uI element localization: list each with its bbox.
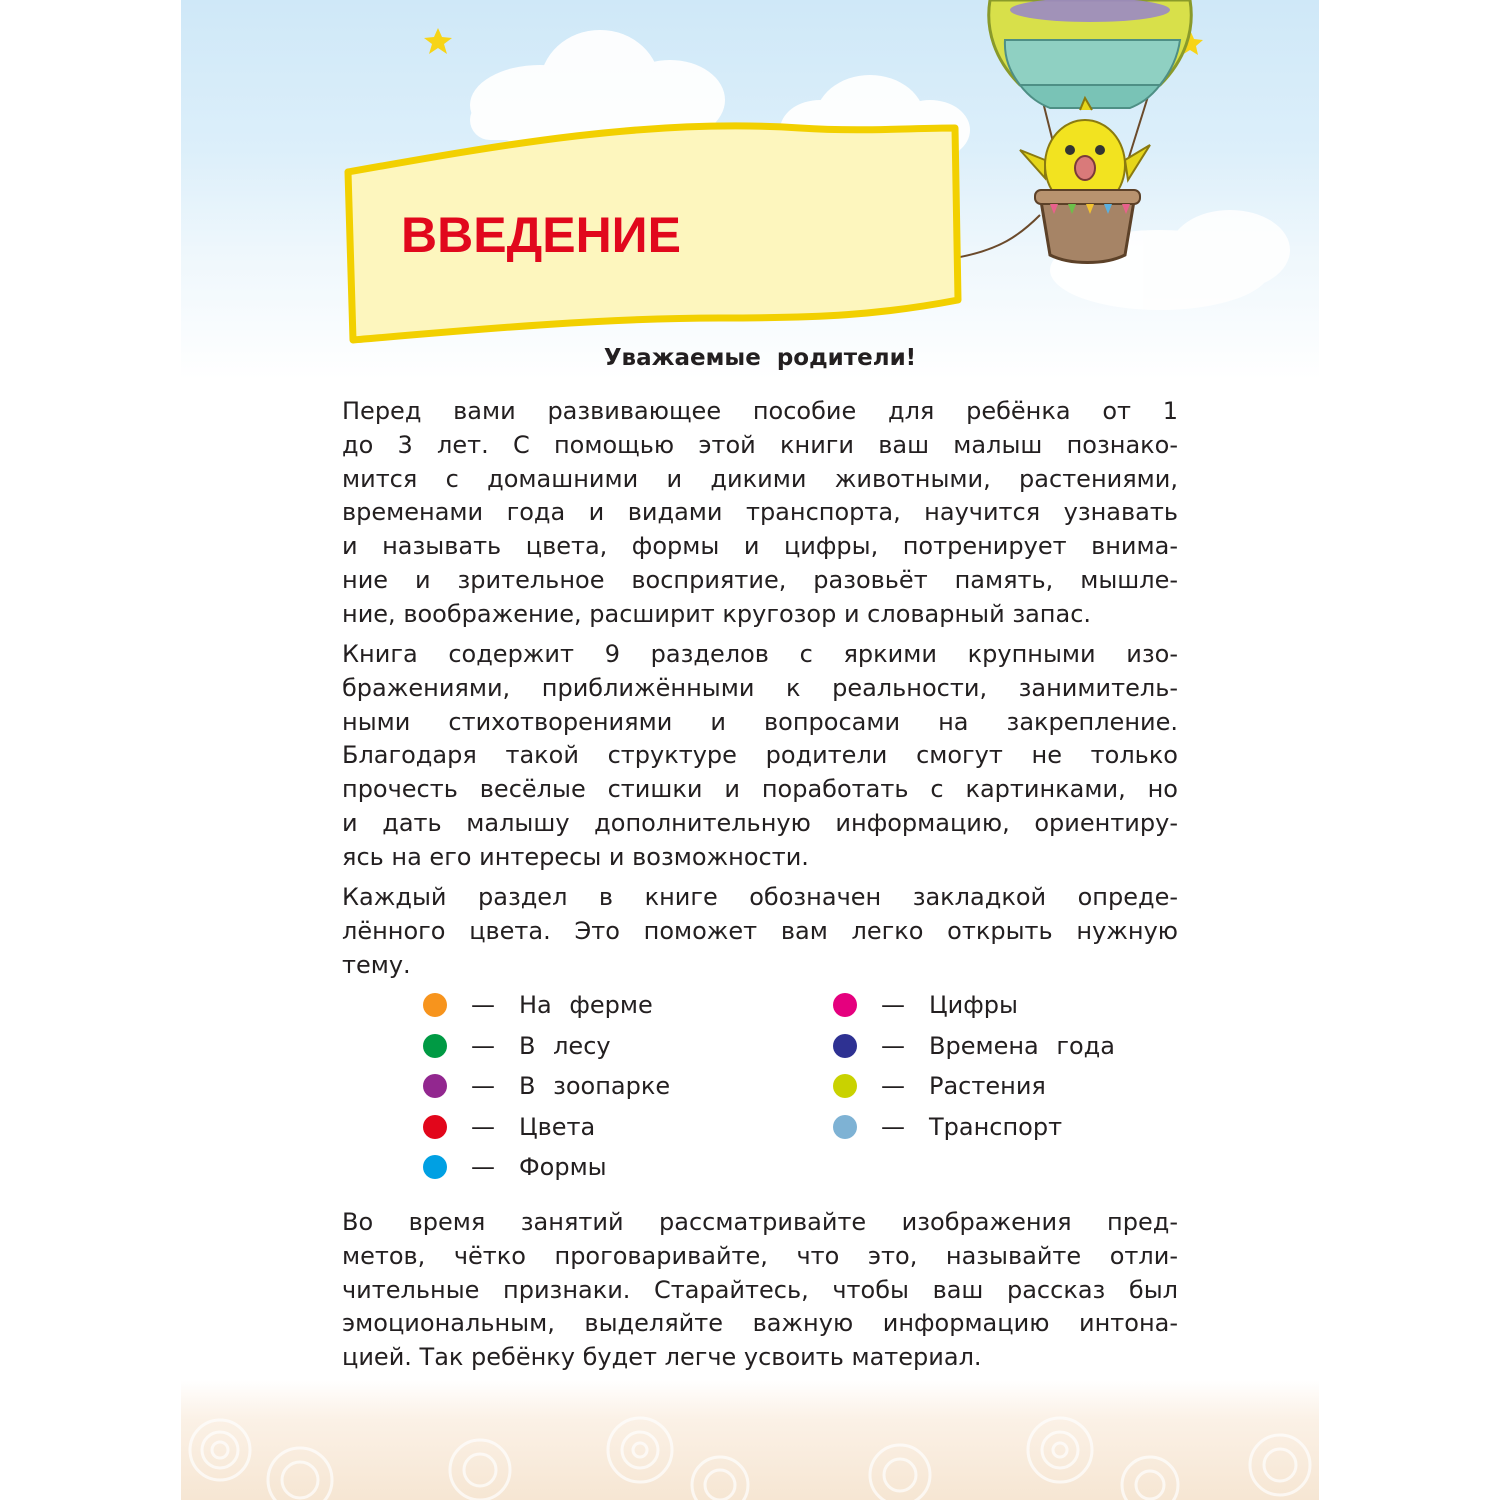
text-line: и дать малышу дополнительную информацию, ориентиру-: [342, 808, 1178, 837]
text-line: до 3 лет. С помощью этой книги ваш малыш познако-: [342, 430, 1178, 459]
text-line: временами года и видами транспорта, научится узнавать: [342, 498, 1178, 527]
balloon-basket: [1035, 190, 1140, 263]
legend-label: В лесу: [519, 1031, 611, 1060]
paragraph-intro: [342, 395, 1178, 632]
legend-label: В зоопарке: [519, 1072, 671, 1100]
page-title: ВВЕДЕНИЕ: [401, 207, 681, 263]
text-line: прочесть весёлые стишки и поработать с картинками, но: [342, 775, 1178, 804]
color-dot-icon: [423, 993, 447, 1017]
paragraph-advice: [342, 1206, 1178, 1375]
legend-label: Растения: [929, 1072, 1046, 1100]
legend-label: На ферме: [519, 991, 653, 1019]
legend-dash: —: [881, 1072, 905, 1100]
paragraph-bookmarks: [342, 881, 1178, 982]
text-line: чительные признаки. Старайтесь, чтобы ваш рассказ был: [342, 1275, 1178, 1304]
bottom-swirl-pattern: [190, 1418, 1310, 1500]
legend-dash: —: [471, 1112, 495, 1141]
text-line: цией. Так ребёнку будет легче усвоить материал.: [342, 1343, 982, 1372]
text-line: мится с домашними и дикими животными, растениями,: [342, 464, 1178, 493]
color-dot-icon: [833, 1034, 857, 1058]
color-dot-icon: [423, 1115, 447, 1139]
legend-dash: —: [471, 1072, 495, 1100]
legend-dash: —: [881, 991, 905, 1019]
legend-label: Цифры: [929, 991, 1018, 1019]
star-icon: [424, 28, 452, 54]
paragraph-structure: [342, 638, 1178, 875]
text-line: метов, чётко проговаривайте, что это, называйте отли-: [342, 1241, 1178, 1270]
color-dot-icon: [423, 1034, 447, 1058]
legend-dash: —: [471, 1031, 495, 1060]
text-line: Благодаря такой структуре родители смогут не только: [342, 741, 1178, 770]
color-dot-icon: [423, 1155, 447, 1179]
text-line: и называть цвета, формы и цифры, потренирует внима-: [342, 532, 1178, 561]
greeting-heading: Уважаемые родители!: [603, 345, 917, 371]
text-line: Перед вами развивающее пособие для ребёнка от 1: [342, 397, 1178, 425]
text-line: тему.: [342, 950, 411, 979]
legend-label: Транспорт: [929, 1112, 1063, 1141]
legend-dash: —: [471, 1153, 495, 1181]
text-line: ясь на его интересы и возможности.: [342, 842, 809, 871]
text-line: Каждый раздел в книге обозначен закладкой опреде-: [342, 883, 1178, 911]
color-dot-icon: [833, 1115, 857, 1139]
text-line: ными стихотворениями и вопросами на закрепление.: [342, 707, 1178, 736]
hot-air-balloon: [989, 0, 1192, 108]
legend-label: Времена года: [929, 1031, 1115, 1060]
text-line: Книга содержит 9 разделов с яркими крупными изо-: [342, 640, 1178, 668]
legend-dash: —: [881, 1031, 905, 1060]
color-dot-icon: [423, 1074, 447, 1098]
legend-label: Формы: [519, 1153, 607, 1181]
text-line: ние, воображение, расширит кругозор и словарный запас.: [342, 599, 1092, 628]
color-dot-icon: [833, 1074, 857, 1098]
legend-dash: —: [881, 1112, 905, 1141]
text-line: ние и зрительное восприятие, разовьёт память, мышле-: [342, 565, 1178, 594]
text-line: Во время занятий рассматривайте изображения пред-: [342, 1208, 1178, 1236]
text-line: бражениями, приближёнными к реальности, занимитель-: [342, 673, 1178, 702]
text-line: лённого цвета. Это поможет вам легко открыть нужную: [342, 916, 1178, 945]
color-dot-icon: [833, 993, 857, 1017]
text-line: эмоциональным, выделяйте важную информацию интона-: [342, 1309, 1178, 1338]
legend-dash: —: [471, 991, 495, 1019]
legend-label: Цвета: [519, 1112, 596, 1141]
